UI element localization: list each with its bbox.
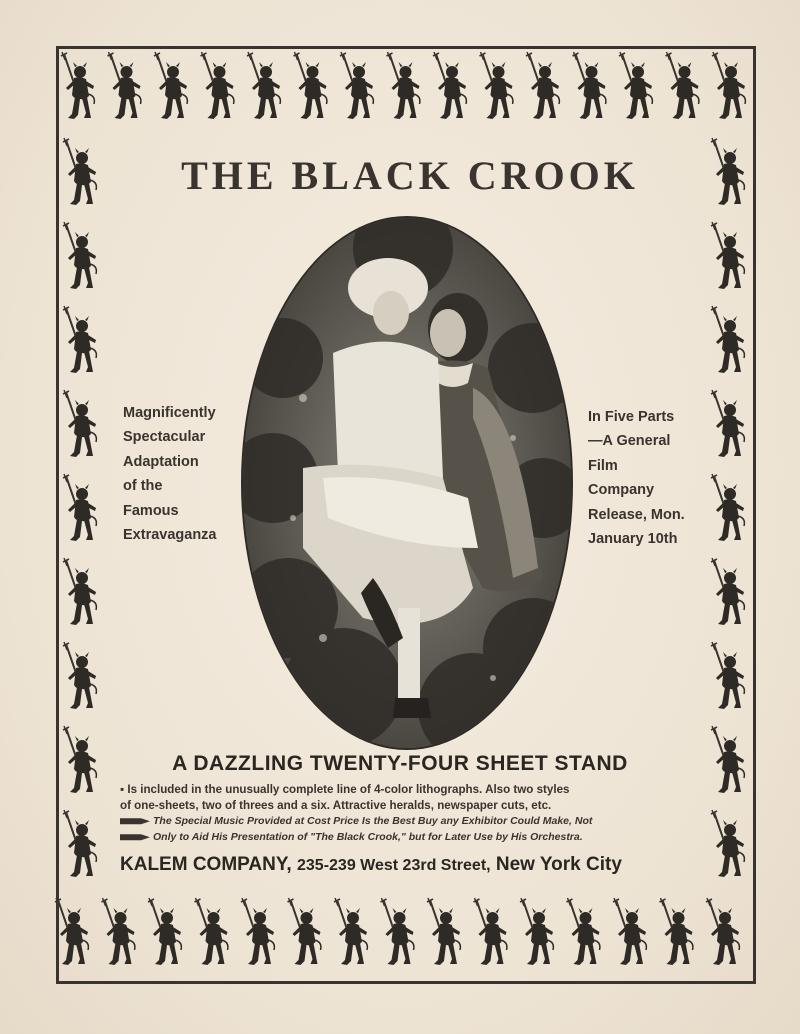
devil-icon — [666, 52, 699, 119]
street-address: 235-239 West 23rd Street, — [297, 857, 491, 874]
italic-line — [120, 829, 700, 845]
devil-icon — [63, 810, 96, 877]
devil-icon — [55, 898, 88, 965]
left-line: Famous — [123, 502, 179, 519]
pointing-hand-icon — [120, 832, 150, 842]
devil-icon — [567, 898, 600, 965]
devil-icon — [711, 558, 744, 625]
devil-icon — [154, 52, 187, 119]
film-still-illustration — [243, 218, 571, 748]
devil-icon — [711, 222, 744, 289]
devil-icon — [619, 52, 652, 119]
right-line: —A General — [588, 433, 671, 450]
film-still-photo — [241, 216, 573, 750]
right-line: In Five Parts — [588, 409, 675, 425]
devil-icon — [711, 306, 744, 373]
devil-icon — [63, 642, 96, 709]
music-note-paragraph — [120, 813, 700, 845]
devil-icon — [294, 52, 327, 119]
devil-icon — [334, 898, 367, 965]
body-paragraph — [120, 782, 690, 814]
devil-icon — [711, 390, 744, 457]
left-description — [123, 401, 238, 547]
devil-icon — [340, 52, 373, 119]
devil-icon — [711, 810, 744, 877]
right-line: Film — [588, 457, 618, 474]
devil-icon — [613, 898, 646, 965]
left-line: of the — [123, 478, 163, 495]
devil-icon — [61, 52, 94, 119]
devil-icon — [63, 306, 96, 373]
body-line — [120, 782, 690, 798]
devil-icon — [520, 898, 553, 965]
devil-icon — [63, 474, 96, 541]
devil-icon — [195, 898, 228, 965]
devil-icon — [63, 390, 96, 457]
devil-icon — [427, 898, 460, 965]
devil-icon — [148, 898, 181, 965]
devil-icon — [711, 726, 744, 793]
devil-icon — [381, 898, 414, 965]
devil-icon — [247, 52, 280, 119]
right-line: Release, Mon. — [588, 506, 685, 523]
italic-line-text: The Special Music Provided at Cost Price Is the Best Buy any Exhibitor Could Make, Not — [153, 815, 593, 827]
left-line: Spectacular — [123, 429, 206, 446]
devil-icon — [288, 898, 321, 965]
devil-icon — [573, 52, 606, 119]
poster-title: THE BLACK CROOK — [181, 153, 639, 198]
body-line: of one-sheets, two of threes and a six. Attractive heralds, newspaper cuts, etc. — [120, 799, 552, 812]
devil-icon — [711, 138, 744, 205]
italic-line — [120, 813, 700, 829]
devil-icon — [474, 898, 507, 965]
right-description — [588, 405, 698, 551]
devil-icon — [387, 52, 420, 119]
devil-icon — [63, 558, 96, 625]
city-name: New York City — [495, 854, 622, 875]
devil-icon — [241, 898, 274, 965]
italic-line-text: Only to Aid His Presentation of "The Black Crook," but for Later Use by His Orchestra. — [153, 831, 583, 843]
company-address — [120, 854, 700, 876]
devil-icon — [711, 474, 744, 541]
devil-icon — [63, 138, 96, 205]
devil-icon — [201, 52, 234, 119]
devil-icon — [433, 52, 466, 119]
right-line: Company — [588, 482, 655, 499]
devil-icon — [660, 898, 693, 965]
devil-icon — [706, 898, 739, 965]
devil-icon — [63, 222, 96, 289]
left-line: Extravaganza — [123, 527, 217, 544]
devil-icon — [480, 52, 513, 119]
devil-icon — [108, 52, 141, 119]
devil-icon — [712, 52, 745, 119]
right-line: January 10th — [588, 531, 678, 548]
left-line: Magnificently — [123, 405, 216, 421]
bullet-icon: ▪ — [120, 783, 128, 796]
pointing-hand-icon — [120, 816, 150, 826]
devil-icon — [102, 898, 135, 965]
headline: A DAZZLING TWENTY-FOUR SHEET STAND — [172, 752, 628, 775]
devil-icon — [711, 642, 744, 709]
body-line-text: Is included in the unusually complete line of 4-color lithographs. Also two styles — [127, 783, 570, 796]
left-line: Adaptation — [123, 453, 199, 470]
devil-icon — [526, 52, 559, 119]
company-name: KALEM COMPANY, — [120, 854, 292, 875]
